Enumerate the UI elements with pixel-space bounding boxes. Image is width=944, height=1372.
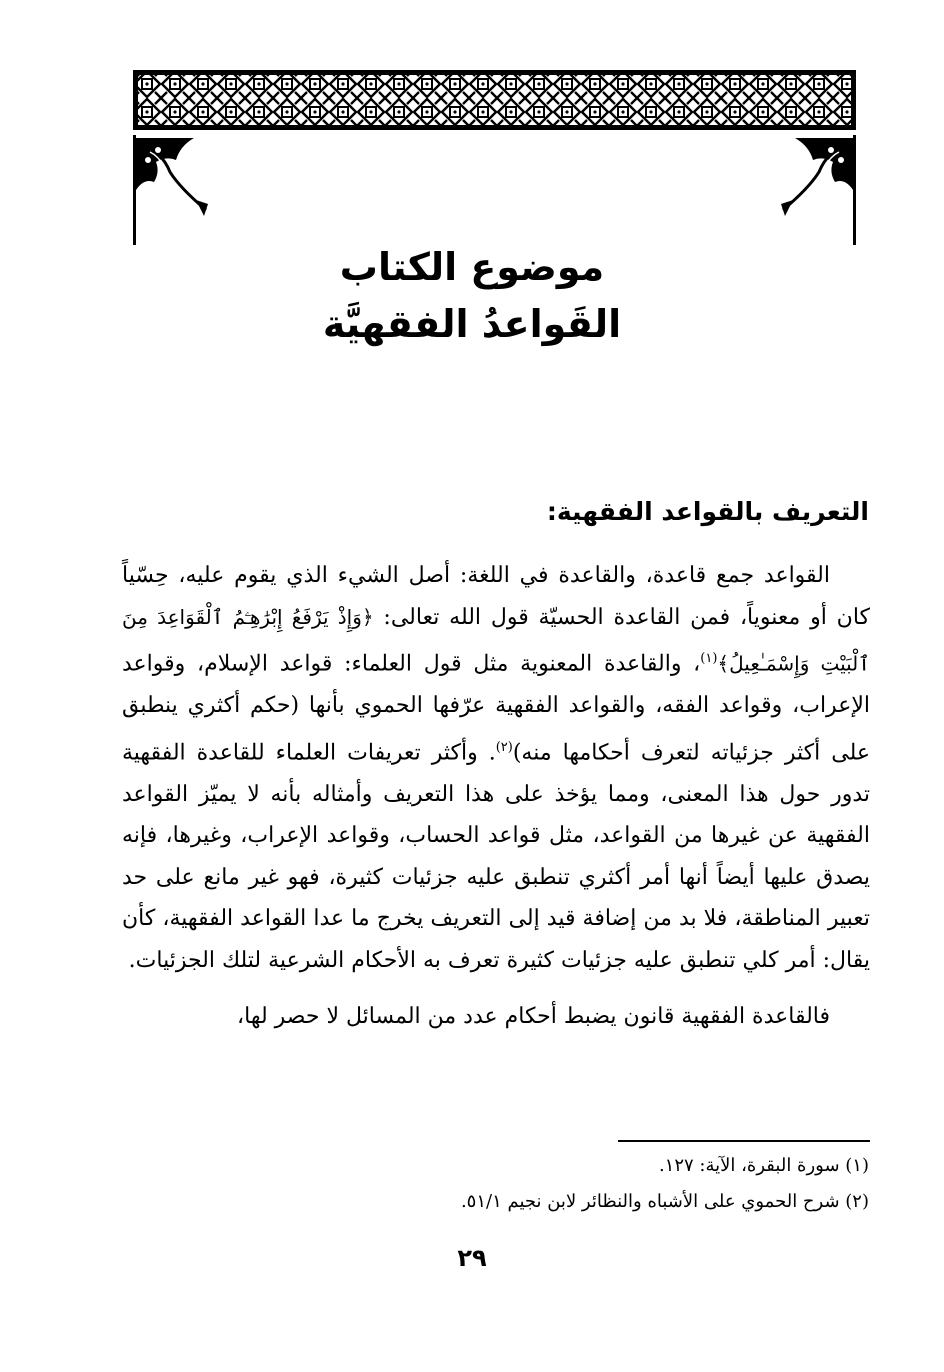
footnote-ref-1: (١) <box>700 651 718 667</box>
footnote-2: (٢) شرح الحموي على الأشباه والنظائر لابن نجيم ٥١/١. <box>460 1191 869 1212</box>
corner-ornament-right <box>773 138 853 218</box>
book-subject-subtitle: القَواعدُ الفقهيَّة <box>322 302 622 346</box>
ornamental-border-band <box>133 70 856 130</box>
footnote-divider <box>618 1140 870 1142</box>
paragraph-1-part-1: القواعد جمع قاعدة، والقاعدة في اللغة: أصل الشيء الذي يقوم عليه، حِسّياً كان أو معنوياً، فمن القاعدة الحسيّة قول الله تعالى: <box>122 563 870 630</box>
footnote-1: (١) سورة البقرة، الآية: ١٢٧. <box>658 1155 869 1176</box>
paragraph-2: فالقاعدة الفقهية قانون يضبط أحكام عدد من المسائل لا حصر لها، <box>237 1003 830 1029</box>
paragraph-1-part-2: ، والقاعدة المعنوية مثل قول العلماء: قواعد الإسلام، وقواعد الإعراب، وقواعد الفقه، والقواعد الفقهية عرّفها الحموي بأنها (حكم أكثري ينطبق على أكثر جزئياته لتعرف أحكامها منه) <box>122 651 870 766</box>
page-number: ٢٩ <box>457 1244 487 1272</box>
main-text <box>122 555 870 1037</box>
footnote-ref-2: (٢) <box>495 739 513 755</box>
footnotes <box>169 1150 869 1222</box>
section-heading: التعريف بالقواعد الفقهية: <box>546 497 869 526</box>
paragraph-1-part-3: . وأكثر تعريفات العلماء للقاعدة الفقهية تدور حول هذا المعنى، ومما يؤخذ على هذا التعريف وأمثاله بأنه لا يميّز القواعد الفقهية عن غيرها من القواعد، مثل قواعد الحساب، وقواعد الإعراب، وغيرها، فإنه يصدق عليها أيضاً أنها أمر أكثري تنطبق عليه جزئيات كثيرة، فهو غير مانع على حد تعبير المناطقة، فلا بد من إضافة قيد إلى التعريف يخرج ما عدا القواعد الفقهية، كأن يقال: أمر كلي تنطبق عليه جزئيات كثيرة تعرف به الأحكام الشرعية لتلك الجزئيات. <box>122 740 870 973</box>
corner-ornament-left <box>136 138 216 218</box>
book-subject-title: موضوع الكتاب <box>339 245 605 289</box>
paragraph-1 <box>122 555 870 982</box>
frame-right-line <box>853 135 856 245</box>
quran-verse: ﴿وَإِذْ يَرْفَعُ إِبْرَٰهِـۧمُ ٱلْقَوَاعِدَ مِنَ ٱلْبَيْتِ وَإِسْمَـٰعِيلُ﴾ <box>122 604 870 676</box>
